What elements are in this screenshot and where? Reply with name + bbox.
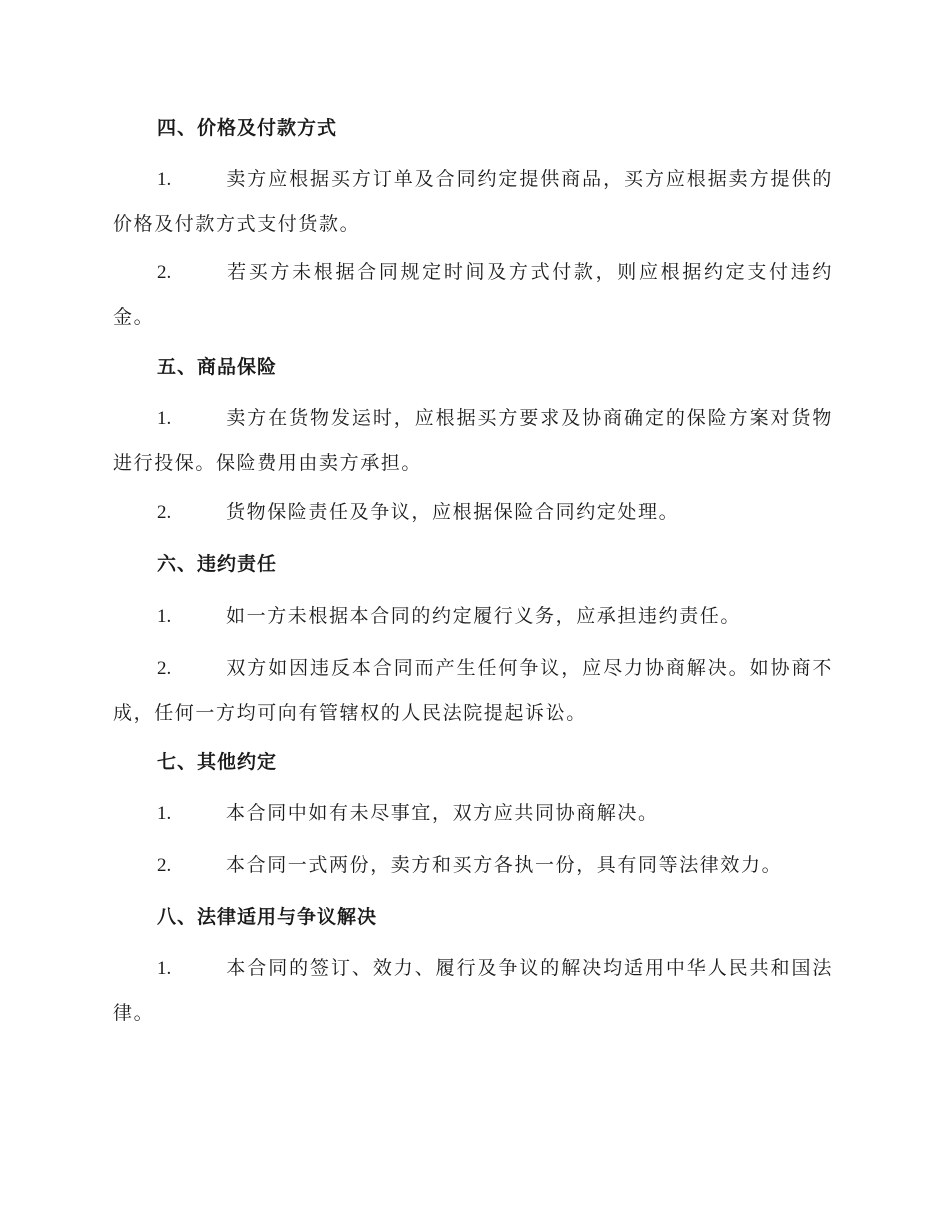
clause-number: 2.	[157, 855, 172, 876]
clause	[113, 250, 833, 339]
clause-text: 卖方应根据买方订单及合同约定提供商品，买方应根据卖方提供的价格及付款方式支付货款。	[113, 168, 833, 235]
clause-number: 1.	[157, 958, 172, 979]
clause	[113, 843, 833, 888]
clause-block	[113, 791, 833, 836]
section-breach-liability	[113, 549, 833, 579]
clause-number: 2.	[157, 658, 172, 679]
clause	[113, 396, 833, 485]
section-governing-law	[113, 902, 833, 932]
section-heading: 四、价格及付款方式	[157, 117, 338, 139]
section-heading: 七、其他约定	[157, 751, 278, 773]
clause-block	[113, 946, 833, 1035]
section-other-agreements	[113, 747, 833, 777]
clause	[113, 490, 833, 535]
section-insurance	[113, 352, 833, 382]
clause	[113, 157, 833, 246]
clause-block	[113, 157, 833, 246]
clause-block	[113, 490, 833, 535]
clause-number: 1.	[157, 169, 172, 190]
clause-number: 1.	[157, 606, 172, 627]
clause-text: 如一方未根据本合同的约定履行义务，应承担违约责任。	[226, 605, 742, 627]
clause-text: 双方如因违反本合同而产生任何争议，应尽力协商解决。如协商不成，任何一方均可向有管辖权的人民法院提起诉讼。	[113, 657, 833, 724]
clause-block	[113, 250, 833, 339]
clause-text: 货物保险责任及争议，应根据保险合同约定处理。	[226, 501, 680, 523]
clause-text: 卖方在货物发运时，应根据买方要求及协商确定的保险方案对货物进行投保。保险费用由卖方承担。	[113, 407, 833, 474]
clause-number: 2.	[157, 502, 172, 523]
clause-block	[113, 594, 833, 639]
clause	[113, 946, 833, 1035]
clause	[113, 594, 833, 639]
section-heading: 八、法律适用与争议解决	[157, 906, 378, 928]
clause	[113, 646, 833, 735]
clause	[113, 791, 833, 836]
clause-block	[113, 843, 833, 888]
clause-block	[113, 396, 833, 485]
clause-text: 本合同中如有未尽事宜，双方应共同协商解决。	[226, 802, 659, 824]
section-heading: 五、商品保险	[157, 356, 278, 378]
clause-text: 若买方未根据合同规定时间及方式付款，则应根据约定支付违约金。	[113, 261, 833, 328]
clause-text: 本合同一式两份，卖方和买方各执一份，具有同等法律效力。	[226, 854, 783, 876]
clause-number: 1.	[157, 803, 172, 824]
section-price-payment	[113, 113, 833, 143]
clause-number: 1.	[157, 408, 172, 429]
clause-number: 2.	[157, 262, 172, 283]
clause-block	[113, 646, 833, 735]
clause-text: 本合同的签订、效力、履行及争议的解决均适用中华人民共和国法律。	[113, 957, 833, 1024]
section-heading: 六、违约责任	[157, 553, 278, 575]
